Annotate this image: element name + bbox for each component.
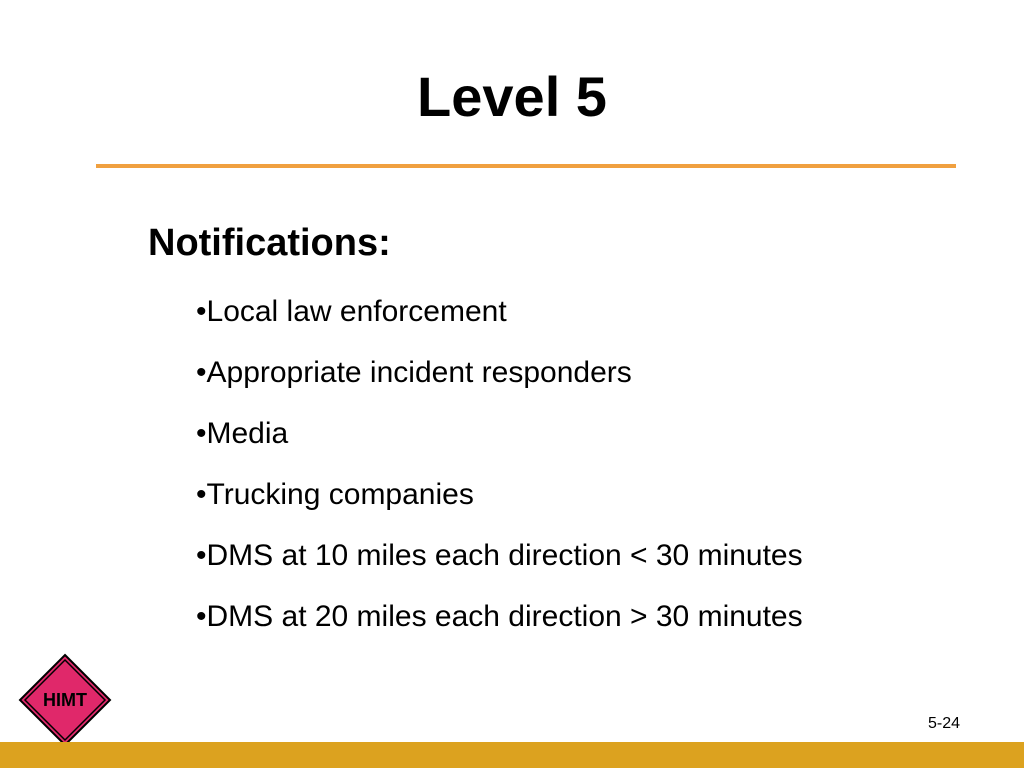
bullet-item: •Trucking companies [196, 478, 474, 511]
bullet-item: •Appropriate incident responders [196, 356, 632, 389]
bullet-item: •Media [196, 417, 289, 450]
bullet-item: •DMS at 10 miles each direction < 30 minutes [196, 539, 803, 572]
footer-band [0, 742, 1024, 768]
himt-logo [18, 653, 112, 747]
bullet-item: •Local law enforcement [196, 295, 507, 328]
slide-number: 5-24 [928, 715, 961, 732]
bullet-list [196, 292, 803, 658]
section-heading: Notifications: [148, 222, 391, 264]
diamond-sign-icon [18, 653, 112, 747]
title-divider [96, 164, 956, 168]
slide-title: Level 5 [417, 65, 607, 128]
bullet-item: •DMS at 20 miles each direction > 30 minutes [196, 600, 803, 633]
logo-text: HIMT [43, 690, 87, 710]
